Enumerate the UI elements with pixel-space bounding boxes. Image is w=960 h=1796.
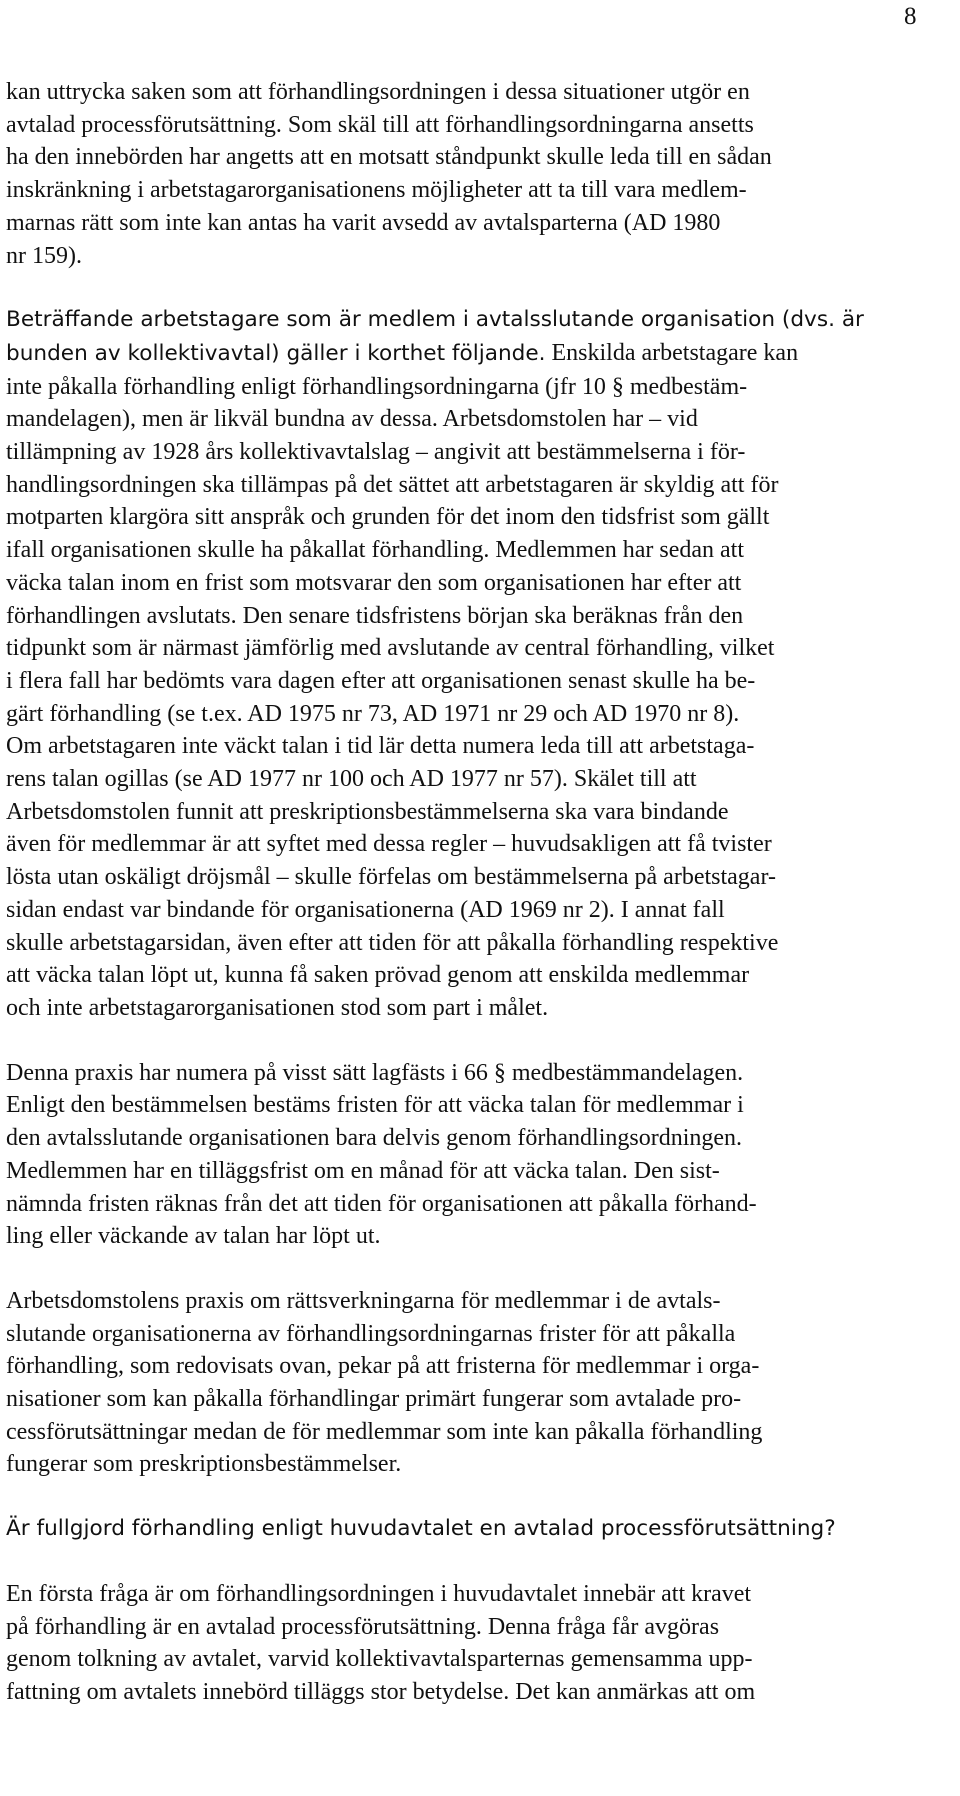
text-line: genom tolkning av avtalet, varvid kollektivavtalsparternas gemensamma upp- bbox=[6, 1646, 753, 1673]
text-line: skulle arbetstagarsidan, även efter att tiden för att påkalla förhandling respektive bbox=[6, 929, 779, 956]
text-line: bunden av kollektivavtal) gäller i korthet följande. bbox=[6, 340, 546, 366]
text-line: den avtalsslutande organisationen bara delvis genom förhandlingsordningen. bbox=[6, 1125, 743, 1152]
text-line: avtalad processförutsättning. Som skäl till att förhandlingsordningarna ansetts bbox=[6, 111, 754, 138]
text-line: att väcka talan löpt ut, kunna få saken prövad genom att enskilda medlemmar bbox=[6, 962, 750, 989]
paragraph-medlemmar bbox=[6, 304, 946, 1024]
text-line: Enligt den bestämmelsen bestäms fristen för att väcka talan för medlemmar i bbox=[6, 1092, 744, 1119]
text-line: handlingsordningen ska tillämpas på det sättet att arbetstagaren är skyldig att för bbox=[6, 471, 779, 498]
paragraph-lagfast-praxis bbox=[6, 1057, 946, 1253]
text-line: i flera fall har bedömts vara dagen efter att organisationen senast skulle ha be- bbox=[6, 667, 756, 694]
paragraph-rattsverkningar bbox=[6, 1285, 946, 1481]
text-line: gärt förhandling (se t.ex. AD 1975 nr 73, AD 1971 nr 29 och AD 1970 nr 8). bbox=[6, 700, 740, 727]
text-line: Arbetsdomstolens praxis om rättsverkningarna för medlemmar i de avtals- bbox=[6, 1287, 721, 1314]
page-number: 8 bbox=[904, 3, 917, 30]
text-line: sidan endast var bindande för organisationerna (AD 1969 nr 2). I annat fall bbox=[6, 896, 725, 923]
text-line: och inte arbetstagarorganisationen stod som part i målet. bbox=[6, 994, 549, 1021]
text-line: kan uttrycka saken som att förhandlingsordningen i dessa situationer utgör en bbox=[6, 79, 750, 105]
text-line: fungerar som preskriptionsbestämmelser. bbox=[6, 1451, 402, 1478]
text-line: fattning om avtalets innebörd tilläggs stor betydelse. Det kan anmärkas att om bbox=[6, 1678, 756, 1705]
text-line: förhandlingen avslutats. Den senare tidsfristens början ska beräknas från den bbox=[6, 602, 744, 629]
text-line: Denna praxis har numera på visst sätt lagfästs i 66 § medbestämmandelagen. bbox=[6, 1059, 744, 1086]
paragraph-forsta-fraga bbox=[6, 1578, 946, 1709]
text-line: på förhandling är en avtalad processförutsättning. Denna fråga får avgöras bbox=[6, 1613, 720, 1640]
text-line: Om arbetstagaren inte väckt talan i tid lär detta numera leda till att arbetstaga- bbox=[6, 733, 755, 760]
text-line: inskränkning i arbetstagarorganisationens möjligheter att ta till vara medlem- bbox=[6, 177, 747, 204]
text-line: tidpunkt som är närmast jämförlig med avslutande av central förhandling, vilket bbox=[6, 635, 775, 662]
text-line: inte påkalla förhandling enligt förhandlingsordningarna (jfr 10 § medbestäm- bbox=[6, 373, 748, 400]
text-line: ha den innebörden har angetts att en motsatt ståndpunkt skulle leda till en sådan bbox=[6, 144, 772, 171]
text-line: motparten klargöra sitt anspråk och grunden för det inom den tidsfrist som gällt bbox=[6, 504, 770, 531]
paragraph-processforutsattning bbox=[6, 76, 946, 272]
text-line: tillämpning av 1928 års kollektivavtalslag – angivit att bestämmelserna i för- bbox=[6, 439, 746, 466]
text-line: rens talan ogillas (se AD 1977 nr 100 och AD 1977 nr 57). Skälet till att bbox=[6, 766, 697, 793]
text-line: Beträffande arbetstagare som är medlem i avtalsslutande organisation (dvs. är bbox=[6, 307, 864, 333]
text-line: ifall organisationen skulle ha påkallat förhandling. Medlemmen har sedan att bbox=[6, 537, 744, 564]
text-line: nr 159). bbox=[6, 242, 82, 269]
document-body bbox=[6, 76, 946, 1709]
text-line: Medlemmen har en tilläggsfrist om en månad för att väcka talan. Den sist- bbox=[6, 1157, 720, 1184]
text-line: förhandling, som redovisats ovan, pekar på att fristerna för medlemmar i orga- bbox=[6, 1353, 760, 1380]
text-line: även för medlemmar är att syftet med dessa regler – huvudsakligen att få tvister bbox=[6, 831, 772, 858]
text-line: ling eller väckande av talan har löpt ut. bbox=[6, 1223, 381, 1250]
text-line: cessförutsättningar medan de för medlemmar som inte kan påkalla förhandling bbox=[6, 1418, 763, 1445]
text-line: slutande organisationerna av förhandlingsordningarnas frister för att påkalla bbox=[6, 1320, 736, 1347]
text-line: marnas rätt som inte kan antas ha varit avsedd av avtalsparterna (AD 1980 bbox=[6, 209, 721, 236]
text-line: nämnda fristen räknas från det att tiden för organisationen att påkalla förhand- bbox=[6, 1190, 757, 1217]
text-line: nisationer som kan påkalla förhandlingar primärt fungerar som avtalade pro- bbox=[6, 1386, 742, 1413]
text-line: väcka talan inom en frist som motsvarar den som organisationen har efter att bbox=[6, 569, 742, 596]
text-line: Arbetsdomstolen funnit att preskriptionsbestämmelserna ska vara bindande bbox=[6, 798, 729, 825]
text-line: mandelagen), men är likväl bundna av dessa. Arbetsdomstolen har – vid bbox=[6, 406, 698, 433]
text-line-tail: Enskilda arbetstagare kan bbox=[545, 339, 799, 366]
section-heading: Är fullgjord förhandling enligt huvudavtalet en avtalad processförutsättning? bbox=[6, 1516, 836, 1542]
text-line: lösta utan oskäligt dröjsmål – skulle förfelas om bestämmelserna på arbetstagar- bbox=[6, 864, 776, 891]
text-line: En första fråga är om förhandlingsordningen i huvudavtalet innebär att kravet bbox=[6, 1580, 752, 1607]
